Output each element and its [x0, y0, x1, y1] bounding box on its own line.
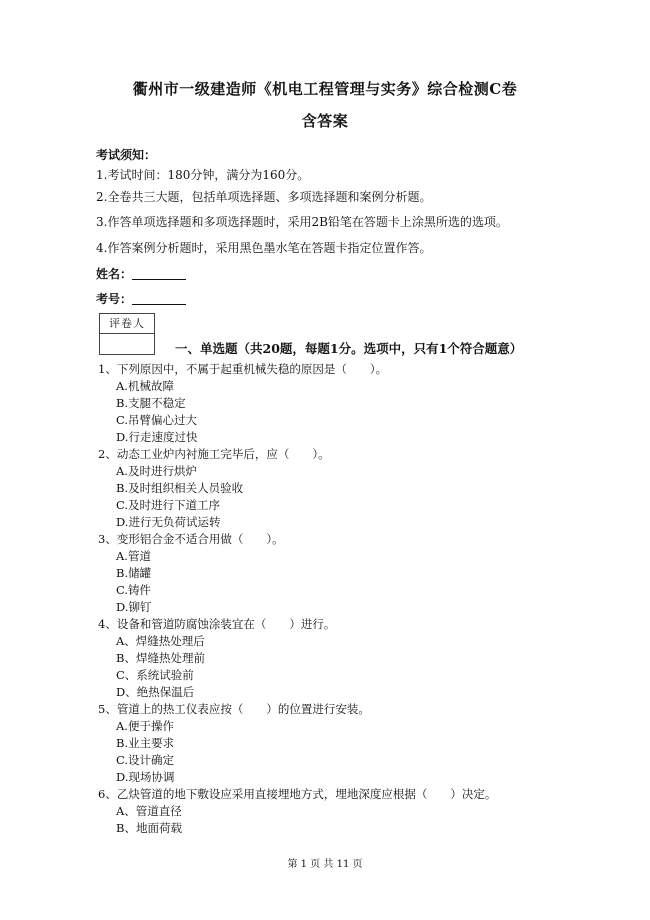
id-label: 考号： [96, 292, 133, 306]
question-option: A.机械故障 [116, 379, 174, 393]
question-option: C.设计确定 [116, 753, 175, 767]
question-option: A.管道 [116, 549, 151, 563]
question-stem: 1、下列原因中，不属于起重机械失稳的原因是（ ）。 [98, 362, 388, 376]
question-option: B、焊缝热处理前 [116, 651, 205, 665]
grader-stamp-label: 评卷人 [100, 314, 154, 334]
question-stem: 5、管道上的热工仪表应按（ ）的位置进行安装。 [98, 702, 370, 716]
question-option: A.便于操作 [116, 719, 174, 733]
question-stem: 3、变形铝合金不适合用做（ ）。 [98, 532, 284, 546]
question-option: D.现场协调 [116, 770, 175, 784]
id-blank-line [132, 292, 186, 305]
question-option: B.及时组织相关人员验收 [116, 481, 244, 495]
notice-item: 4.作答案例分析题时，采用黑色墨水笔在答题卡指定位置作答。 [96, 241, 432, 255]
grader-stamp-box [99, 313, 155, 355]
notice-heading: 考试须知： [96, 148, 157, 162]
question-option: B.储罐 [116, 566, 152, 580]
question-option: A、焊缝热处理后 [116, 634, 205, 648]
notice-item: 2.全卷共三大题，包括单项选择题、多项选择题和案例分析题。 [96, 190, 432, 204]
question-option: A、管道直径 [116, 804, 182, 818]
question-option: C.吊臂偏心过大 [116, 413, 198, 427]
question-option: B、地面荷载 [116, 821, 182, 835]
notice-item: 3.作答单项选择题和多项选择题时，采用2B铅笔在答题卡上涂黑所选的选项。 [96, 215, 508, 229]
question-stem: 6、乙炔管道的地下敷设应采用直接埋地方式，埋地深度应根据（ ）决定。 [98, 787, 497, 801]
question-option: D、绝热保温后 [116, 685, 195, 699]
question-option: D.行走速度过快 [116, 430, 198, 444]
document-title-line1: 衢州市一级建造师《机电工程管理与实务》综合检测C卷 [132, 80, 518, 98]
page-footer: 第 1 页 共 11 页 [287, 859, 363, 870]
question-option: B.业主要求 [116, 736, 175, 750]
question-option: B.支腿不稳定 [116, 396, 186, 410]
question-option: C、系统试验前 [116, 668, 194, 682]
question-option: D.进行无负荷试运转 [116, 515, 221, 529]
document-title-line2: 含答案 [301, 112, 349, 130]
id-field [96, 290, 186, 307]
question-stem: 4、设备和管道防腐蚀涂装宜在（ ）进行。 [98, 617, 336, 631]
notice-item: 1.考试时间：180分钟，满分为160分。 [96, 168, 310, 182]
question-option: D.铆钉 [116, 600, 152, 614]
question-option: C.铸件 [116, 583, 152, 597]
name-blank-line [132, 267, 186, 280]
question-option: C.及时进行下道工序 [116, 498, 221, 512]
name-field [96, 265, 186, 282]
section-heading: 一、单选题（共20题，每题1分。选项中，只有1个符合题意） [175, 341, 523, 356]
name-label: 姓名： [96, 267, 133, 281]
question-stem: 2、动态工业炉内衬施工完毕后，应（ ）。 [98, 447, 330, 461]
question-option: A.及时进行烘炉 [116, 464, 197, 478]
